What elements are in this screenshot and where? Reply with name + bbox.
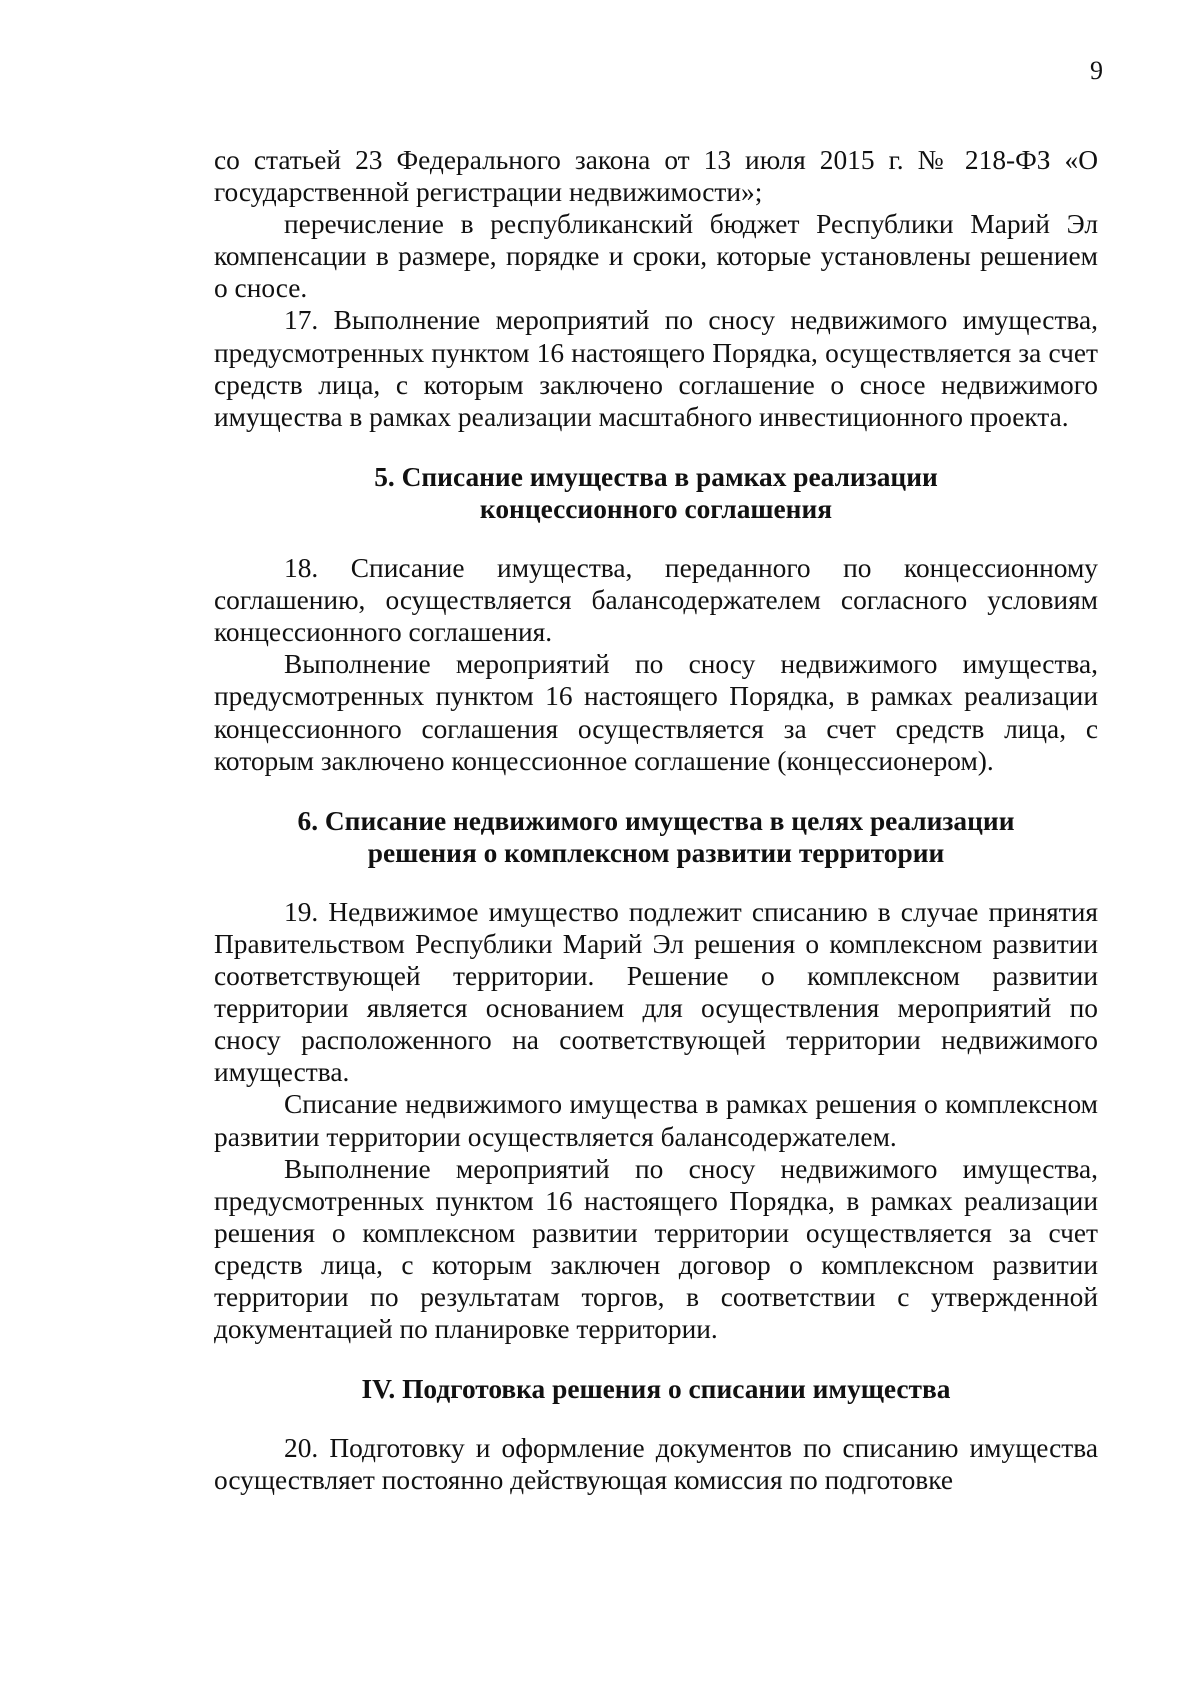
paragraph-continuation: со статьей 23 Федерального закона от 13 июля 2015 г. № 218-ФЗ «О государственной регистрации недвижимости»; <box>214 145 1098 208</box>
paragraph-concession-demolition: Выполнение мероприятий по сносу недвижимого имущества, предусмотренных пунктом 16 настоящего Порядка, в рамках реализации концессионного соглашения осуществляется за счет средств лица, с которым заключено концессионное соглашение (концессионером). <box>214 649 1098 776</box>
document-body <box>214 144 1098 1496</box>
section-heading-6-line2: решения о комплексном развитии территории <box>367 837 945 868</box>
section-heading-6 <box>214 805 1098 869</box>
paragraph-item-20: 20. Подготовку и оформление документов по списанию имущества осуществляет постоянно действующая комиссия по подготовке <box>214 1433 1098 1496</box>
paragraph-write-off-balance-holder: Списание недвижимого имущества в рамках решения о комплексном развитии территории осуществляется балансодержателем. <box>214 1089 1098 1152</box>
paragraph-item-19: 19. Недвижимое имущество подлежит списанию в случае принятия Правительством Республики Марий Эл решения о комплексном развитии соответствующей территории. Решение о комплексном развитии территории является основанием для осуществления мероприятий по сносу расположенного на соответствующей территории недвижимого имущества. <box>214 896 1098 1088</box>
paragraph-item-18: 18. Списание имущества, переданного по концессионному соглашению, осуществляется балансодержателем согласного условиям концессионного соглашения. <box>214 553 1098 648</box>
section-heading-iv <box>214 1373 1098 1405</box>
page-number: 9 <box>1090 56 1103 85</box>
section-heading-6-line1: 6. Списание недвижимого имущества в целях реализации <box>297 805 1015 836</box>
section-heading-5-line1: 5. Списание имущества в рамках реализации <box>374 461 938 492</box>
section-heading-iv-title: IV. Подготовка решения о списании имущества <box>361 1374 951 1405</box>
paragraph-item-17: 17. Выполнение мероприятий по сносу недвижимого имущества, предусмотренных пунктом 16 настоящего Порядка, осуществляется за счет средств лица, с которым заключено соглашение о сносе недвижимого имущества в рамках реализации масштабного инвестиционного проекта. <box>214 305 1098 432</box>
paragraph-territory-demolition: Выполнение мероприятий по сносу недвижимого имущества, предусмотренных пунктом 16 настоящего Порядка, в рамках реализации решения о комплексном развитии территории осуществляется за счет средств лица, с которым заключен договор о комплексном развитии территории по результатам торгов, в соответствии с утвержденной документацией по планировке территории. <box>214 1153 1098 1345</box>
paragraph-compensation: перечисление в республиканский бюджет Республики Марий Эл компенсации в размере, порядке и сроки, которые установлены решением о сносе. <box>214 209 1098 304</box>
section-heading-5 <box>214 461 1098 525</box>
section-heading-5-line2: концессионного соглашения <box>479 493 833 524</box>
